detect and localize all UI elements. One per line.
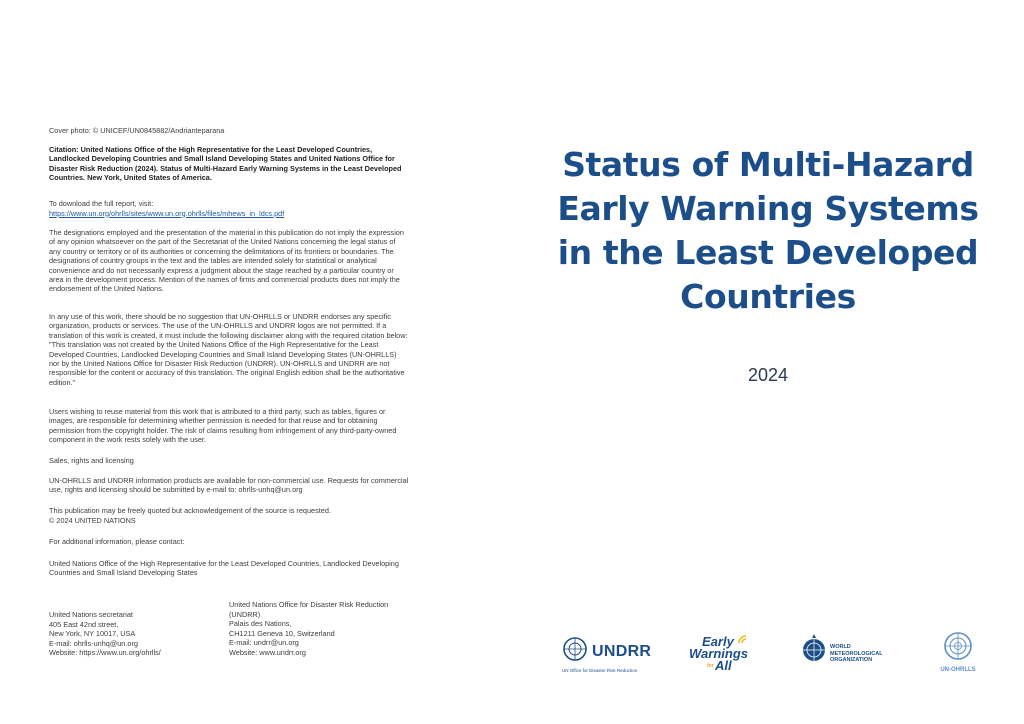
- citation: Citation: United Nations Office of the High Representative for the Least Developed Countries, Landlocked Developing Countries and Small Island Developing States and United Nations Office for Disaster Risk Reduction (2024). Status of Multi-Hazard Early Warning Systems in the Least Developed Countries. New York, United States of America.: [49, 145, 402, 183]
- address-line: New York, NY 10017, USA: [49, 629, 136, 638]
- early-warnings-for-all-logo: [687, 634, 757, 678]
- ohrlls-office-name: United Nations Office of the High Representative for the Least Developed Countries, Landlocked Developing Countries and Small Island Developing States: [49, 559, 399, 578]
- download-label: To download the full report, visit:: [49, 199, 154, 208]
- designations-disclaimer: The designations employed and the presentation of the material in this publication do not imply the expression of any opinion whatsoever on the part of the Secretariat of the United Nations concerning the legal status of any country or territory or of its authorities or concerning the delimitations of its frontiers or boundaries. The designations of country groups in the text and the tables are intended solely for statistical or analytical convenience and do not necessarily express a judgment about the stage reached by a particular country or area in the development process. Mention of the names of firms and commercial products does not imply the endorsement of the United Nations.: [49, 228, 404, 294]
- title-line: Early Warning Systems: [557, 189, 979, 228]
- un-emblem-icon: [938, 630, 978, 664]
- quote-notice: This publication may be freely quoted but acknowledgement of the source is requested.: [49, 506, 331, 515]
- contact-label: For additional information, please contact:: [49, 537, 185, 546]
- undrr-address: [229, 600, 388, 657]
- ohrlls-wordmark: UN-OHRLLS: [940, 667, 976, 673]
- un-emblem-icon: [562, 636, 588, 662]
- address-line: United Nations secretariat: [49, 610, 133, 619]
- undrr-logo: [562, 636, 652, 676]
- website-line[interactable]: Website: www.undrr.org: [229, 647, 306, 657]
- title-line: Countries: [680, 277, 856, 316]
- report-year: 2024: [747, 365, 789, 385]
- email-line[interactable]: E-mail: undrr@un.org: [229, 638, 299, 647]
- ew-word-all: All: [715, 658, 732, 673]
- reuse-notice: Users wishing to reuse material from this work that is attributed to a third party, such as tables, figures or images, are responsible for determining whether permission is needed for that reuse and for obtaining permission from the copyright holder. The risk of claims resulting from infringement of any third-party-owned component in the work rests solely with the user.: [49, 407, 397, 445]
- ew-word-warnings: Warnings: [689, 646, 748, 661]
- wmo-line: WORLD: [830, 644, 851, 650]
- copyright-notice: © 2024 UNITED NATIONS: [49, 515, 136, 525]
- undrr-tagline: UN Office for Disaster Risk Reduction: [562, 668, 638, 673]
- cover-photo-credit: Cover photo: © UNICEF/UN0845882/Andrianteparana: [49, 126, 225, 135]
- un-ohrlls-logo: [938, 630, 978, 676]
- endorsement-disclaimer: In any use of this work, there should be no suggestion that UN-OHRLLS or UNDRR endorses any specific organization, products or services. The use of the UN-OHRLLS and UNDRR logos are not permitted. If a translation of this work is created, it must include the following disclaimer along with the required citation below: "This translation was not created by the United Nations Office of the High Representative for the Least Developed Countries, Landlocked Developing Countries and Small Island Developing States (UN-OHRLLS) nor by the United Nations Office for Disaster Risk Reduction (UNDRR). UN-OHRLLS and UNDRR are not responsible for the content or accuracy of this translation. The original English edition shall be the authoritative edition.": [49, 312, 408, 387]
- wmo-logo: [800, 634, 900, 674]
- ohrlls-address: [49, 610, 161, 658]
- website-line[interactable]: Website: https://www.un.org/ohrlls/: [49, 648, 161, 657]
- wmo-name: [830, 644, 883, 664]
- ew-word-early: Early: [702, 634, 734, 649]
- undrr-wordmark: UNDRR: [592, 643, 652, 660]
- address-line: (UNDRR): [229, 609, 261, 619]
- title-page: [512, 0, 1024, 724]
- ew-word-for: for: [707, 663, 714, 669]
- wmo-line: ORGANIZATION: [830, 657, 873, 663]
- address-line: CH1211 Geneva 10, Switzerland: [229, 628, 335, 638]
- address-line: United Nations Office for Disaster Risk Reduction: [229, 600, 389, 609]
- sales-heading: Sales, rights and licensing: [49, 456, 134, 465]
- wmo-line: METEOROLOGICAL: [830, 650, 883, 657]
- address-line: 405 East 42nd street,: [49, 619, 119, 629]
- title-line: Status of Multi-Hazard: [562, 145, 974, 184]
- report-title: [552, 143, 984, 319]
- address-line: Palais des Nations,: [229, 619, 292, 628]
- title-line: in the Least Developed: [557, 233, 979, 272]
- signal-waves-icon: [737, 634, 753, 644]
- wmo-emblem-icon: [800, 634, 828, 664]
- download-link[interactable]: https://www.un.org/ohrlls/sites/www.un.org.ohrlls/files/mhews_in_ldcs.pdf: [49, 208, 285, 218]
- info-products-notice: UN-OHRLLS and UNDRR information products are available for non-commercial use. Requests for commercial use, rights and licensing should be submitted by e-mail to: ohrlls-unhq@un.org: [49, 476, 409, 495]
- email-line[interactable]: E-mail: ohrlls-unhq@un.org: [49, 638, 138, 648]
- partner-logos: [512, 628, 1024, 678]
